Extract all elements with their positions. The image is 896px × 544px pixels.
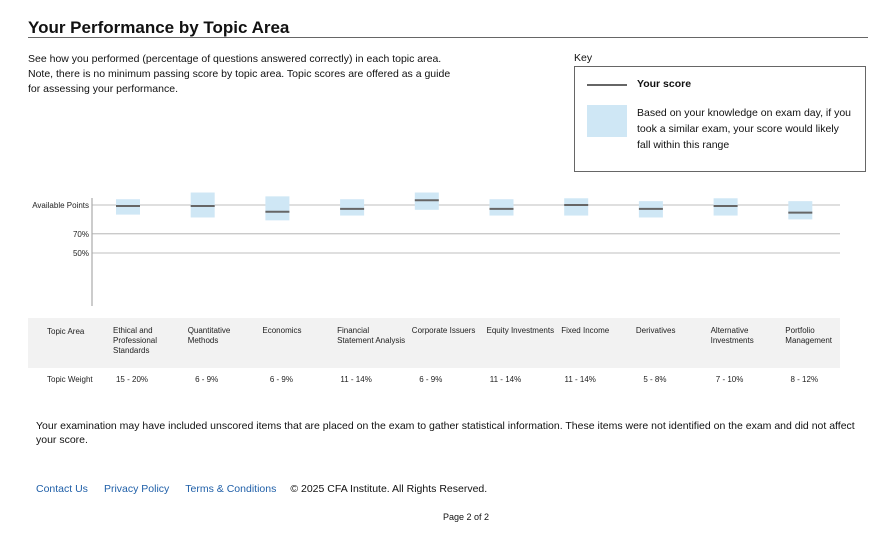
intro-text: See how you performed (percentage of questions answered correctly) in each topic area. Note, there is no minimum passing score by topic area. Topic scores are offered as a guide for assessing your performance. [28,53,451,95]
topic-weight: 6 - 9% [419,375,443,384]
topic-name: Equity Investments [486,326,555,335]
key-range-label: Based on your knowledge on exam day, if you took a similar exam, your score would likely fall within this range [637,107,852,151]
score-range-bar [564,198,588,215]
topic-name: Corporate Issuers [411,326,476,335]
contact-us-link[interactable]: Contact Us [36,483,88,495]
topic-weight-label: Topic Weight [47,375,93,384]
copyright-text: © 2025 CFA Institute. All Rights Reserved. [290,483,488,495]
footer-links [36,483,487,495]
y-tick-label: Available Points [32,201,89,210]
terms-conditions-link[interactable]: Terms & Conditions [185,483,277,495]
topic-weight: 11 - 14% [340,375,372,384]
performance-chart [0,180,896,310]
score-range-bar [490,199,514,215]
topic-weight: 11 - 14% [489,375,522,384]
topic-name: Fixed Income [561,326,610,335]
page-number: Page 2 of 2 [442,512,490,522]
score-range-bar [265,196,289,220]
topic-name: Economics [262,326,302,335]
y-tick-label: 50% [72,249,89,258]
page-title: Your Performance by Topic Area [28,18,290,37]
y-tick-label: 70% [72,229,89,239]
key-score-line [587,84,627,86]
topic-weight: 8 - 12% [790,375,819,384]
footnote: Your examination may have included unscored items that are placed on the exam to gather statistical information. These items were not identified on the exam and did not affect your score. [36,420,855,446]
title-rule [28,37,868,38]
topic-weight: 11 - 14% [564,375,596,384]
key-score-label: Your score [637,78,692,90]
topic-weight: 6 - 9% [269,375,293,384]
topic-weight: 6 - 9% [195,375,219,384]
score-range-bar [788,201,812,219]
topic-name: Portfolio Management [785,326,832,345]
topic-weight: 7 - 10% [715,375,744,384]
score-range-bar [340,199,364,215]
chart-scores [116,200,812,212]
topic-weight: 5 - 8% [643,375,667,384]
topic-name: Alternative Investments [710,326,754,345]
chart-ranges [116,193,812,221]
key-heading: Key [574,52,593,64]
topic-name: Ethical and Professional Standards [113,326,158,355]
key-range-swatch [587,105,627,137]
topic-name: Quantitative Methods [187,326,231,345]
topic-area-label: Topic Area [47,327,85,336]
topic-weight: 15 - 20% [115,375,149,384]
topic-name: Financial Statement Analysis [337,326,406,345]
key-box [574,66,866,172]
privacy-policy-link[interactable]: Privacy Policy [103,483,170,495]
topic-name: Derivatives [635,326,676,335]
